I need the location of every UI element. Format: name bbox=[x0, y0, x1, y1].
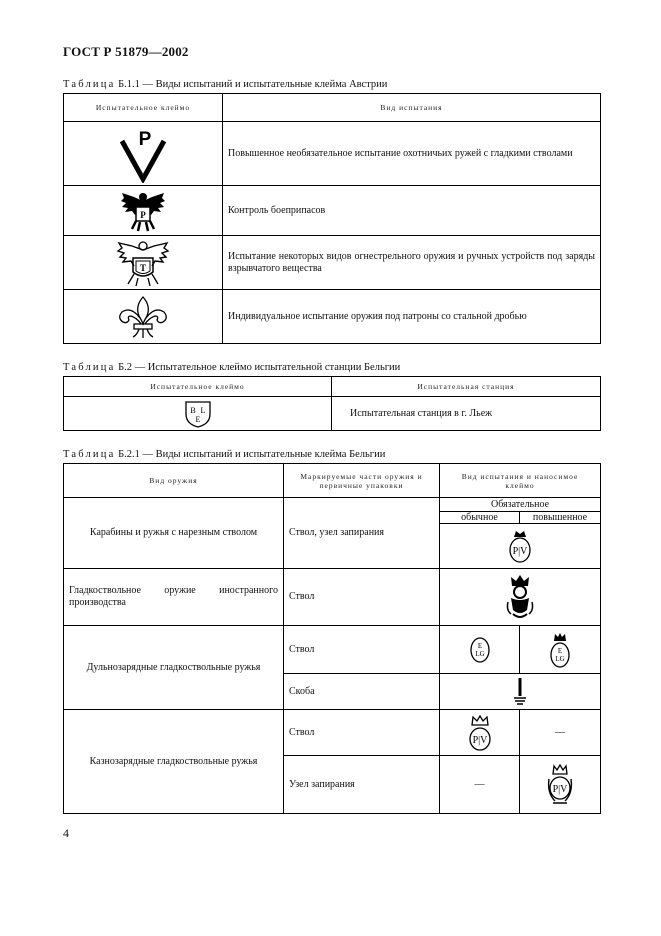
svg-text:LG: LG bbox=[474, 649, 485, 658]
dash-cell: — bbox=[520, 710, 601, 756]
weapon-type: Гладкоствольное оружие иностранного производства bbox=[64, 569, 284, 626]
col-header-mark: Испытательное клеймо bbox=[64, 377, 332, 397]
table-header-row bbox=[64, 464, 601, 498]
svg-text:E: E bbox=[557, 646, 563, 655]
caption-text: Б.2.1 — Виды испытаний и испытательные клейма Бельгии bbox=[118, 449, 386, 460]
eagle-stamp-icon bbox=[120, 189, 166, 233]
test-description: Испытание некоторых видов огнестрельного оружия и ручных устройств под заряды взрывчатого вещества bbox=[223, 236, 601, 290]
caption-word: Таблица bbox=[63, 362, 116, 373]
table-b21 bbox=[63, 463, 601, 814]
stamp-eagle-shield-mark bbox=[64, 236, 223, 290]
test-description: Повышенное необязательное испытание охотничьих ружей с гладкими стволами bbox=[223, 122, 601, 186]
dash-cell: — bbox=[440, 756, 520, 814]
col-header-station: Испытательная станция bbox=[332, 377, 601, 397]
station-name: Испытательная станция в г. Льеж bbox=[332, 397, 601, 431]
caption-text: Б.2 — Испытательное клеймо испытательной станции Бельгии bbox=[118, 362, 401, 373]
fleur-de-lis-icon bbox=[115, 294, 171, 340]
table-b21-caption bbox=[63, 449, 385, 460]
test-description: Контроль боеприпасов bbox=[223, 186, 601, 236]
stamp-elg-oval-mark bbox=[440, 626, 520, 674]
perron-icon bbox=[512, 676, 528, 708]
subheader-increased: повышенное bbox=[520, 512, 601, 524]
stamp-perron-mark bbox=[440, 674, 601, 710]
caption-word: Таблица bbox=[63, 79, 116, 90]
table-row bbox=[64, 397, 601, 431]
pv-crown-icon bbox=[467, 714, 493, 752]
table-row bbox=[64, 290, 601, 344]
subheader-normal: обычное bbox=[440, 512, 520, 524]
stamp-lion-crown-mark bbox=[440, 569, 601, 626]
marked-part: Ствол bbox=[284, 626, 440, 674]
table-b11 bbox=[63, 93, 601, 344]
stamp-ble-mark bbox=[64, 397, 332, 431]
table-b2-caption bbox=[63, 362, 400, 373]
stamp-elg-crown-mark bbox=[520, 626, 601, 674]
stamp-letter: P bbox=[140, 209, 146, 220]
weapon-type: Казнозарядные гладкоствольные ружья bbox=[64, 710, 284, 814]
table-b11-caption bbox=[63, 79, 387, 90]
table-row bbox=[64, 122, 601, 186]
elg-oval-icon bbox=[469, 635, 491, 665]
table-row bbox=[64, 236, 601, 290]
pv-crown-icon bbox=[507, 528, 533, 564]
lion-crown-icon bbox=[505, 572, 535, 622]
table-row bbox=[64, 626, 601, 674]
stamp-pv-crown-small-mark bbox=[440, 524, 601, 569]
stamp-p-v-mark bbox=[64, 122, 223, 186]
table-header-row bbox=[64, 377, 601, 397]
weapon-type: Дульнозарядные гладкоствольные ружья bbox=[64, 626, 284, 710]
marked-part: Ствол bbox=[284, 710, 440, 756]
marked-part: Ствол bbox=[284, 569, 440, 626]
stamp-letter-e: E bbox=[195, 414, 200, 424]
col-header-test: Вид испытания и наносимое клеймо bbox=[440, 464, 601, 498]
stamp-pv-crown-mark bbox=[440, 710, 520, 756]
svg-text:P|V: P|V bbox=[552, 783, 568, 795]
table-row bbox=[64, 569, 601, 626]
marked-part: Ствол, узел запирания bbox=[284, 498, 440, 569]
svg-text:E: E bbox=[477, 641, 482, 650]
col-header-mark: Испытательное клеймо bbox=[64, 94, 223, 122]
stamp-letter-b: B bbox=[189, 405, 196, 415]
marked-part: Скоба bbox=[284, 674, 440, 710]
col-header-test: Вид испытания bbox=[223, 94, 601, 122]
svg-text:P|V: P|V bbox=[472, 734, 487, 746]
table-row bbox=[64, 186, 601, 236]
stamp-fleur-mark bbox=[64, 290, 223, 344]
col-header-weapon: Вид оружия bbox=[64, 464, 284, 498]
table-row bbox=[64, 498, 601, 512]
pv-crown-wreath-icon bbox=[545, 763, 575, 807]
stamp-eagle-p-mark bbox=[64, 186, 223, 236]
stamp-pv-crown-wreath-mark bbox=[520, 756, 601, 814]
caption-text: Б.1.1 — Виды испытаний и испытательные клейма Австрии bbox=[118, 79, 388, 90]
document-header: ГОСТ Р 51879—2002 bbox=[63, 44, 189, 59]
stamp-letter: T bbox=[139, 262, 147, 273]
svg-text:P|V: P|V bbox=[512, 546, 528, 557]
caption-word: Таблица bbox=[63, 449, 116, 460]
table-row bbox=[64, 710, 601, 756]
col-header-parts: Маркируемые части оружия и первичные упаковки bbox=[284, 464, 440, 498]
marked-part: Узел запирания bbox=[284, 756, 440, 814]
page-number: 4 bbox=[63, 826, 69, 840]
elg-crown-icon bbox=[548, 631, 572, 669]
stamp-letter-l: L bbox=[200, 405, 205, 415]
ble-shield-icon bbox=[183, 399, 213, 429]
test-description: Индивидуальное испытание оружия под патроны со стальной дробью bbox=[223, 290, 601, 344]
table-b2 bbox=[63, 376, 601, 431]
svg-text:LG: LG bbox=[555, 654, 565, 663]
weapon-type: Карабины и ружья с нарезным стволом bbox=[64, 498, 284, 569]
eagle-shield-stamp-icon bbox=[116, 238, 170, 288]
subheader-mandatory: Обязательное bbox=[440, 498, 601, 512]
stamp-p-v-icon bbox=[118, 125, 168, 183]
table-header-row bbox=[64, 94, 601, 122]
stamp-letter: P bbox=[138, 128, 152, 150]
